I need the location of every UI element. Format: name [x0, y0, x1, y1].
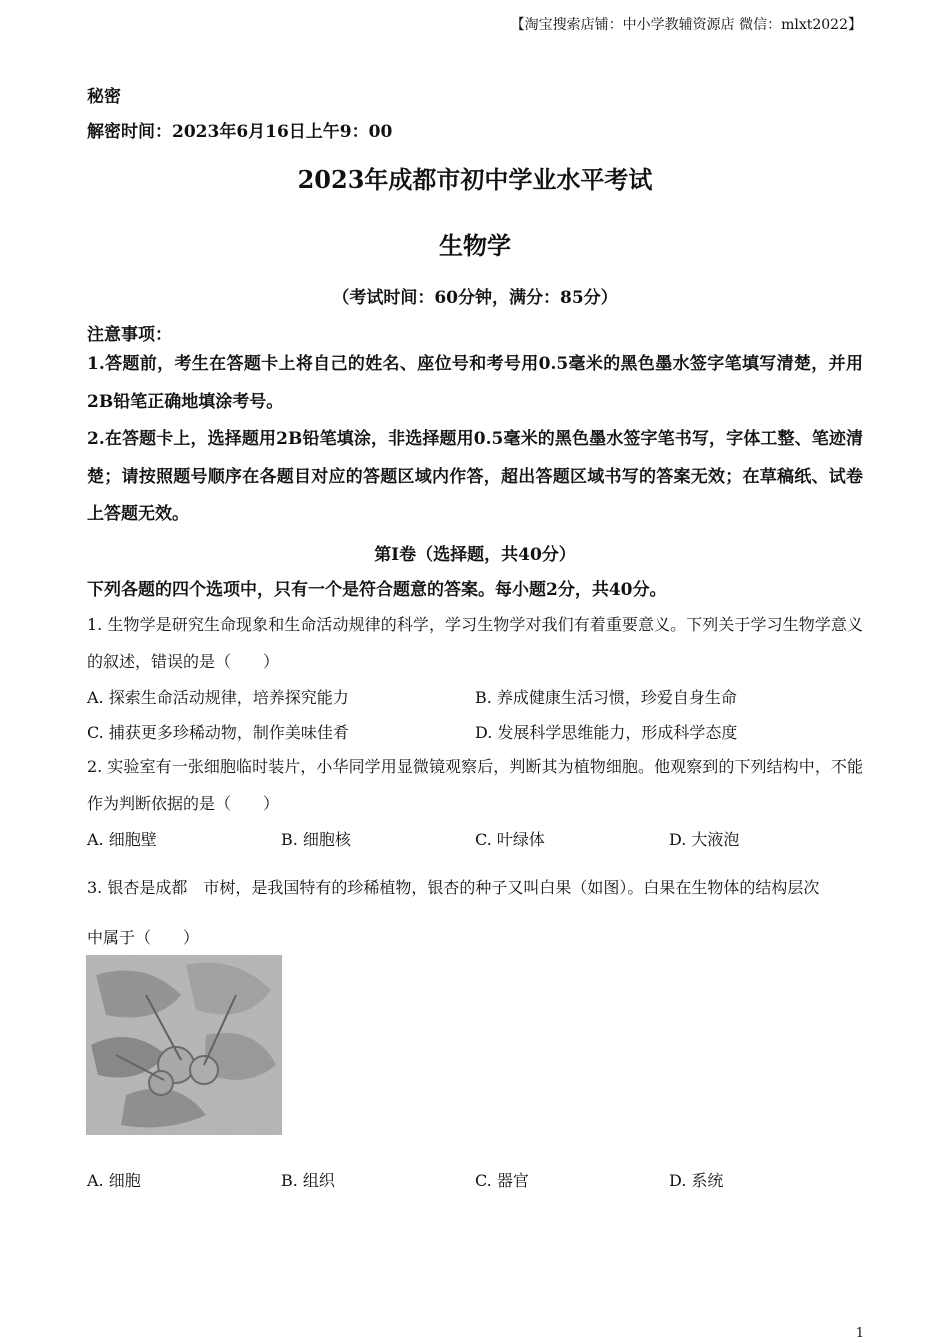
question-3-stem-line-2: 中属于（ ） [87, 928, 200, 947]
ginkgo-seed-photo [86, 955, 282, 1135]
section-title: 第I卷（选择题，共40分） [374, 545, 576, 565]
page-title: 2023年成都市初中学业水平考试 [297, 165, 653, 194]
q2-option-b: B. 细胞核 [281, 830, 351, 849]
question-3-stem-line-1: 3. 银杏是成都 市树，是我国特有的珍稀植物，银杏的种子又叫白果（如图）。白果在生物体的结构层次 [87, 878, 820, 897]
page-number: 1 [855, 1326, 864, 1341]
question-2-stem: 2. 实验室有一张细胞临时装片，小华同学用显微镜观察后，判断其为植物细胞。他观察到的下列结构中，不能作为判断依据的是（ ） [87, 757, 863, 813]
q3-option-c: C. 器官 [475, 1171, 529, 1190]
notice-item-1: 1.答题前，考生在答题卡上将自己的姓名、座位号和考号用0.5毫米的黑色墨水签字笔填写清楚，并用2B铅笔正确地填涂考号。 [87, 354, 863, 412]
q1-option-a: A. 探索生命活动规律，培养探究能力 [87, 688, 349, 707]
exam-info: （考试时间：60分钟，满分：85分） [332, 288, 618, 308]
header-note: 【淘宝搜索店铺：中小学教辅资源店 微信：mlxt2022】 [510, 17, 862, 33]
q2-option-a: A. 细胞壁 [87, 830, 157, 849]
notice-heading: 注意事项： [87, 325, 172, 345]
section-instruction: 下列各题的四个选项中，只有一个是符合题意的答案。每小题2分，共40分。 [87, 580, 667, 600]
secret-label: 秘密 [87, 87, 121, 107]
q1-option-b: B. 养成健康生活习惯，珍爱自身生命 [475, 688, 737, 707]
q2-option-d: D. 大液泡 [669, 830, 740, 849]
q2-option-c: C. 叶绿体 [475, 830, 545, 849]
q3-option-b: B. 组织 [281, 1171, 335, 1190]
subject-title: 生物学 [439, 231, 511, 260]
question-1-stem: 1. 生物学是研究生命现象和生命活动规律的科学，学习生物学对我们有着重要意义。下列关于学习生物学意义的叙述，错误的是（ ） [87, 615, 863, 671]
q1-option-c: C. 捕获更多珍稀动物，制作美味佳肴 [87, 723, 349, 742]
q3-option-a: A. 细胞 [87, 1171, 141, 1190]
q1-option-d: D. 发展科学思维能力，形成科学态度 [475, 723, 738, 742]
declassify-time: 解密时间：2023年6月16日上午9：00 [87, 122, 393, 142]
q3-option-d: D. 系统 [669, 1171, 724, 1190]
notice-item-2: 2.在答题卡上，选择题用2B铅笔填涂，非选择题用0.5毫米的黑色墨水签字笔书写，字体工整、笔迹清楚；请按照题号顺序在各题目对应的答题区域内作答，超出答题区域书写的答案无效；在草稿纸、试卷上答题无效。 [87, 429, 863, 524]
